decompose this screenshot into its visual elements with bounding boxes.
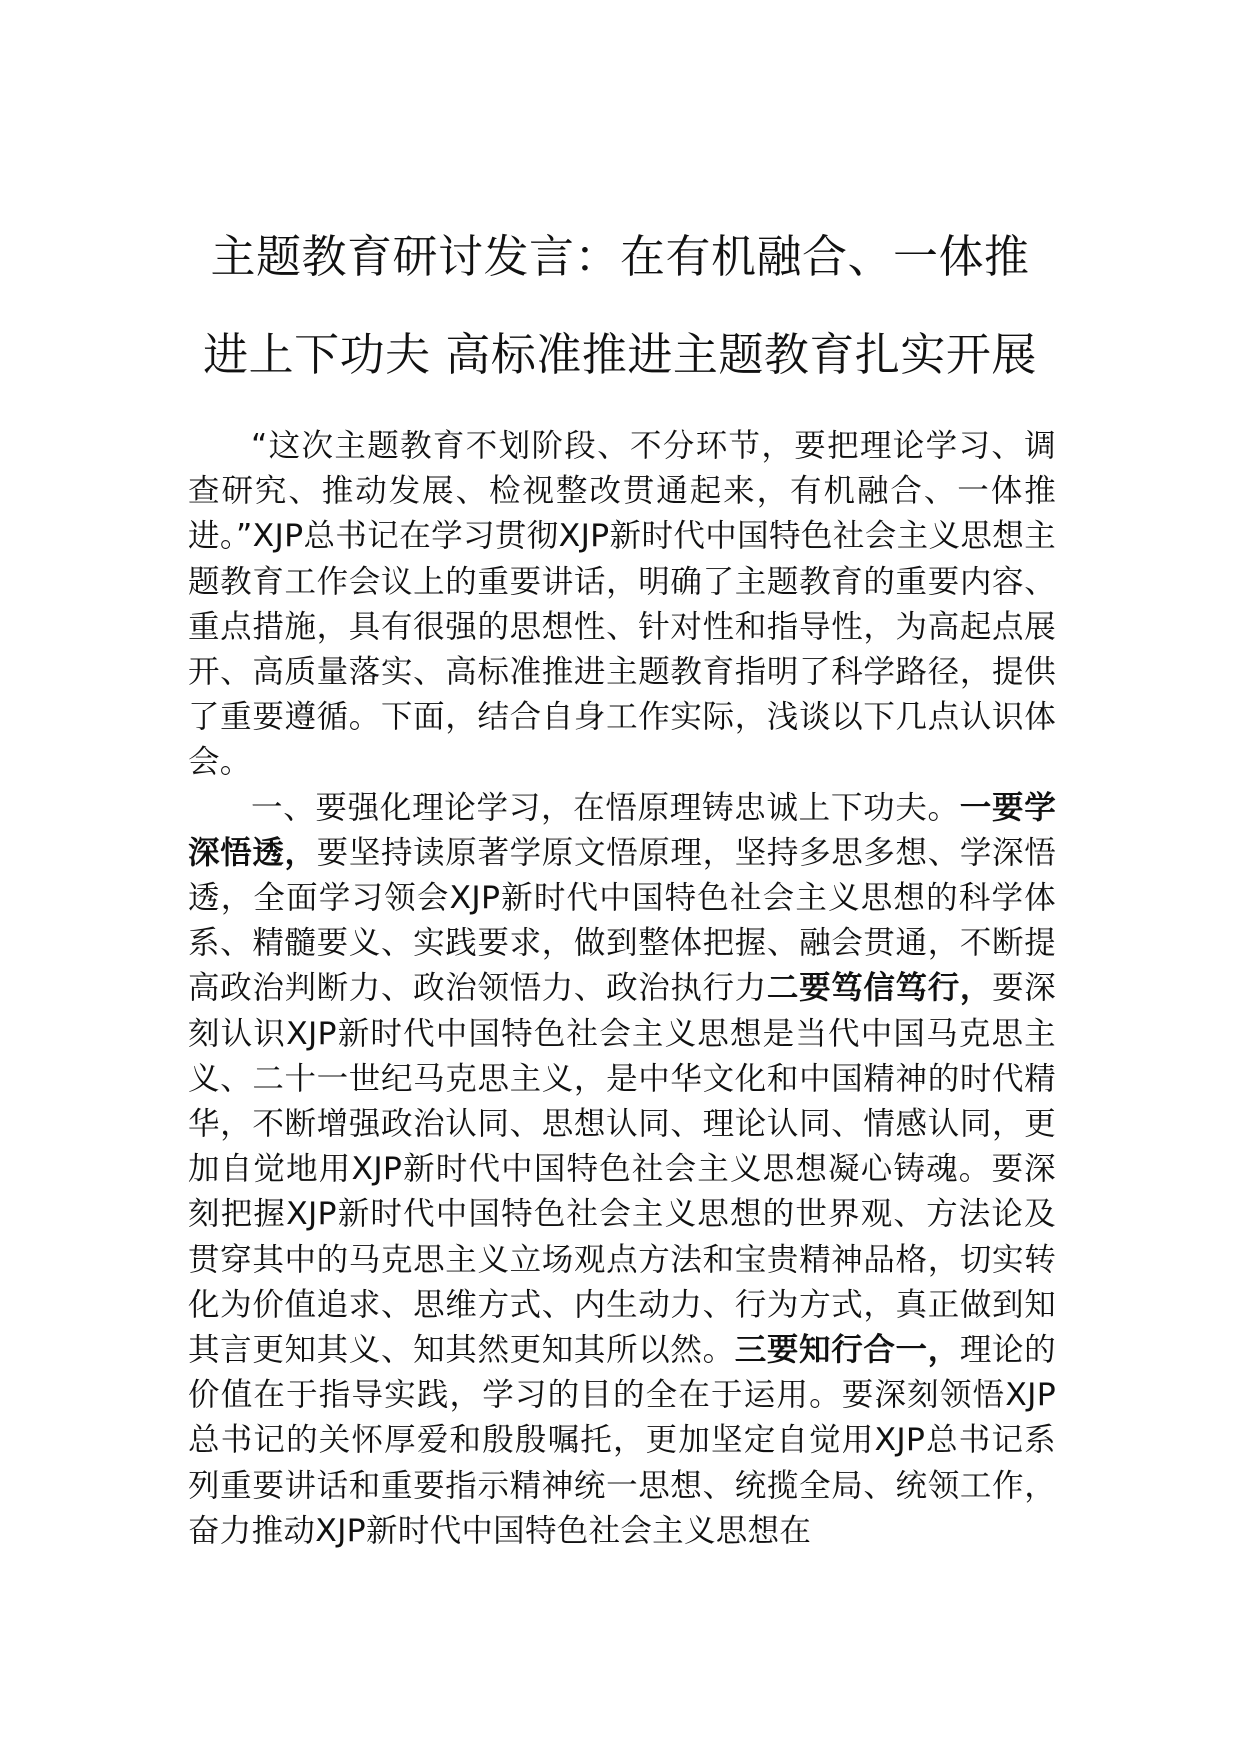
section-1-paragraph: [188, 786, 1056, 1554]
section-1-heading: 一、要强化理论学习，在悟原理铸忠诚上下功夫。: [251, 789, 960, 826]
point-3-text: 理论的价值在于指导实践，学习的目的全在于运用。要深刻领悟XJP总书记的关怀厚爱和殷殷嘱托，更加坚定自觉用XJP总书记系列重要讲话和重要指示精神统一思想、统揽全局、统领工作，奋力推动XJP新时代中国特色社会主义思想在: [188, 1332, 1056, 1549]
point-2-label: 二要笃信笃行，: [766, 970, 993, 1007]
intro-paragraph: “这次主题教育不划阶段、不分环节，要把理论学习、调查研究、推动发展、检视整改贯通起来，有机融合、一体推进。”XJP总书记在学习贯彻XJP新时代中国特色社会主义思想主题教育工作会议上的重要讲话，明确了主题教育的重要内容、重点措施，具有很强的思想性、针对性和指导性，为高起点展开、高质量落实、高标准推进主题教育指明了科学路径，提供了重要遵循。下面，结合自身工作实际，浅谈以下几点认识体会。: [188, 428, 1056, 781]
point-1-text: 要坚持读原著学原文悟原理，坚持多思多想、学深悟透，全面学习领会XJP新时代中国特色社会主义思想的科学体系、精髓要义、实践要求，做到整体把握、融会贯通，不断提高政治判断力、政治领悟力、政治执行力: [188, 834, 1057, 1007]
document-title: [150, 208, 1090, 404]
point-2-text: 要深刻认识XJP新时代中国特色社会主义思想是当代中国马克思主义、二十一世纪马克思主义，是中华文化和中国精神的时代精华，不断增强政治认同、思想认同、理论认同、情感认同，更加自觉地用XJP新时代中国特色社会主义思想凝心铸魂。要深刻把握XJP新时代中国特色社会主义思想的世界观、方法论及贯穿其中的马克思主义立场观点方法和宝贵精神品格，切实转化为价值追求、思维方式、内生动力、行为方式，真正做到知其言更知其义、知其然更知其所以然。: [188, 970, 1056, 1369]
title-line-2: 进上下功夫 高标准推进主题教育扎实开展: [203, 328, 1037, 381]
document-body: [188, 424, 1056, 1554]
point-1-label: 一要学深悟透，: [188, 789, 1056, 871]
title-line-1: 主题教育研讨发言：在有机融合、一体推: [210, 230, 1030, 283]
point-3-label: 三要知行合一，: [734, 1332, 960, 1369]
